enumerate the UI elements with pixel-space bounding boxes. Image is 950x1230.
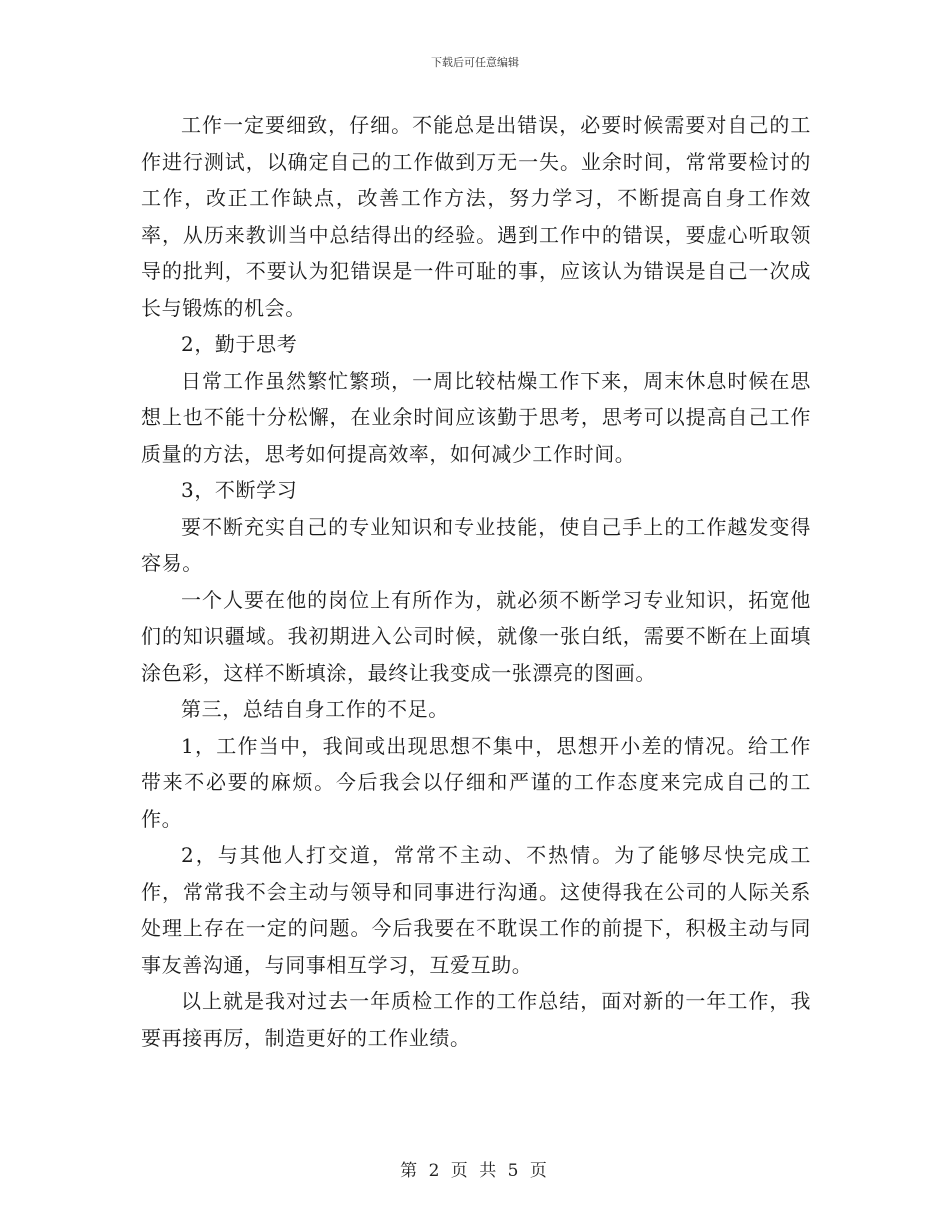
paragraph-shortcoming-2: 2，与其他人打交道，常常不主动、不热情。为了能够尽快完成工作，常常我不会主动与领导和同事进行沟通。这使得我在公司的人际关系处理上存在一定的问题。今后我要在不耽误工作的前提下，积极主动与同事友善沟通，与同事相互学习，互爱互助。	[141, 843, 811, 977]
heading-diligent-thinking: 2，勤于思考	[181, 332, 298, 356]
heading-continuous-learning: 3，不断学习	[181, 478, 298, 502]
paragraph-blank-paper: 一个人要在他的岗位上有所作为，就必须不断学习专业知识，拓宽他们的知识疆域。我初期进入公司时候，就像一张白纸，需要不断在上面填涂色彩，这样不断填涂，最终让我变成一张漂亮的图画。	[141, 587, 811, 685]
heading-shortcomings: 第三，总结自身工作的不足。	[181, 697, 449, 721]
paragraph-conclusion: 以上就是我对过去一年质检工作的工作总结，面对新的一年工作，我要再接再厉，制造更好的工作业绩。	[141, 989, 811, 1050]
paragraph-thinking: 日常工作虽然繁忙繁琐，一周比较枯燥工作下来，周末休息时候在思想上也不能十分松懈，在业余时间应该勤于思考，思考可以提高自己工作质量的方法，思考如何提高效率，如何减少工作时间。	[141, 368, 811, 466]
page-number: 第 2 页 共 5 页	[400, 1161, 550, 1181]
document-body	[141, 107, 811, 1056]
page-header: 下载后可任意编辑	[431, 56, 519, 69]
paragraph-shortcoming-1: 1，工作当中，我间或出现思想不集中，思想开小差的情况。给工作带来不必要的麻烦。今后我会以仔细和严谨的工作态度来完成自己的工作。	[141, 733, 811, 831]
paragraph-enrich-knowledge: 要不断充实自己的专业知识和专业技能，使自己手上的工作越发变得容易。	[141, 514, 811, 575]
paragraph-work-carefully: 工作一定要细致，仔细。不能总是出错误，必要时候需要对自己的工作进行测试，以确定自己的工作做到万无一失。业余时间，常常要检讨的工作，改正工作缺点，改善工作方法，努力学习，不断提高自身工作效率，从历来教训当中总结得出的经验。遇到工作中的错误，要虚心听取领导的批判，不要认为犯错误是一件可耻的事，应该认为错误是自己一次成长与锻炼的机会。	[141, 113, 811, 320]
